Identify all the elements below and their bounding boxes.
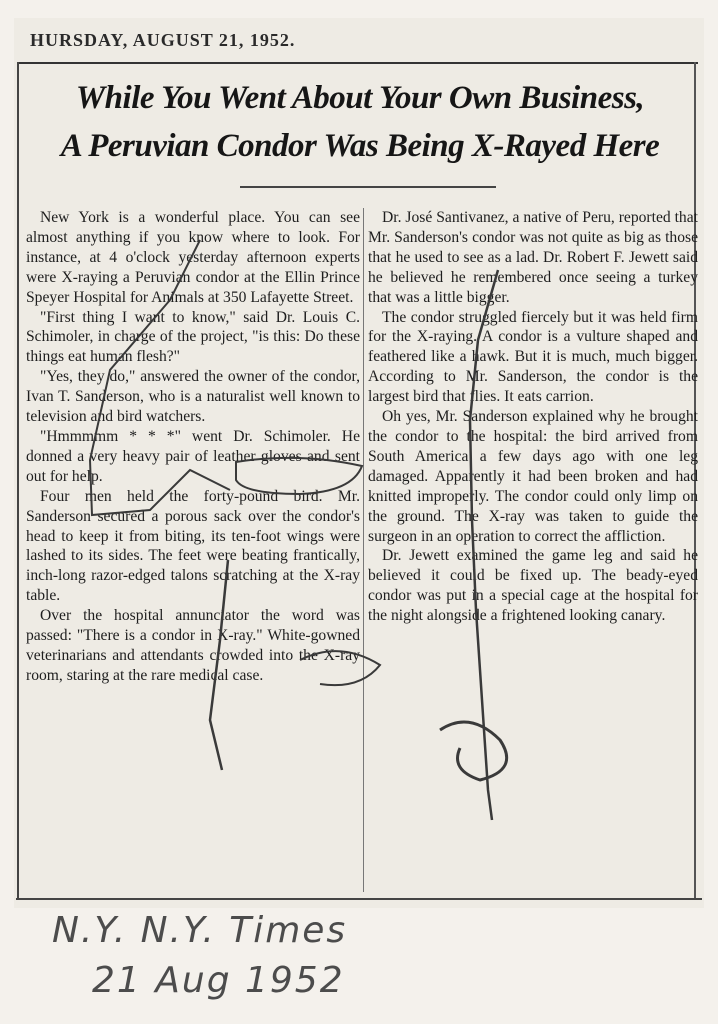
handwritten-date-note: 21 Aug 1952: [92, 960, 345, 1001]
paragraph: "First thing I want to know," said Dr. Louis C. Schimoler, in charge of the project, "is this: Do these things eat human flesh?": [26, 308, 360, 366]
paragraph: Dr. Jewett examined the game leg and said he believed it could be fixed up. The beady-eyed condor was put in a special cage at the hospital for the night alongside a frightened looking canary.: [368, 547, 698, 625]
article-column-1: [26, 208, 360, 686]
bottom-rule: [16, 898, 702, 900]
article-column-2: [368, 208, 698, 626]
paragraph: The condor struggled fiercely but it was held firm for the X-raying. A condor is a vulture shaped and feathered like a hawk. But it is much, much bigger. According to Mr. Sanderson, the condor is the largest bird that flies. It eats carrion.: [368, 308, 698, 406]
column-divider: [363, 208, 364, 892]
handwritten-source-note: N.Y. N.Y. Times: [52, 910, 348, 951]
headline-divider: [240, 186, 496, 188]
paragraph: "Hmmmmm * * *" went Dr. Schimoler. He donned a very heavy pair of leather gloves and sent out for help.: [26, 427, 360, 485]
paragraph: Dr. José Santivanez, a native of Peru, reported that Mr. Sanderson's condor was not quite as big as those that he used to see as a lad. Dr. Robert F. Jewett said he believed he remembered once seeing a turkey that was a little bigger.: [368, 209, 698, 306]
paragraph: Oh yes, Mr. Sanderson explained why he brought the condor to the hospital: the bird arrived from South America a few days ago with one leg damaged. Apparently it had been broken and had knitted improperly. The condor could only limp on the ground. The X-ray was taken to guide the surgeon in an operation to correct the affliction.: [368, 408, 698, 545]
top-rule: [18, 62, 698, 64]
left-rule: [17, 62, 19, 898]
paragraph: Four men held the forty-pound bird. Mr. Sanderson secured a porous sack over the condor's head to keep it from biting, its ten-foot wings were lashed to its sides. The feet were beating frantically, inch-long razor-edged talons scratching at the X-ray table.: [26, 487, 360, 605]
headline-line-1: While You Went About Your Own Business,: [75, 80, 645, 116]
paragraph: New York is a wonderful place. You can see almost anything if you know where to look. For instance, at 4 o'clock yesterday afternoon experts were X-raying a Peruvian condor at the Ellin Prince Speyer Hospital for Animals at 350 Lafayette Street.: [26, 209, 360, 306]
dateline: HURSDAY, AUGUST 21, 1952.: [30, 30, 296, 50]
paragraph: Over the hospital annunciator the word was passed: "There is a condor in X-ray." White-gowned veterinarians and attendants crowded into the X-ray room, staring at the rare medical case.: [26, 607, 360, 684]
paragraph: "Yes, they do," answered the owner of the condor, Ivan T. Sanderson, who is a naturalist well known to television and bird watchers.: [26, 368, 360, 426]
headline-line-2: A Peruvian Condor Was Being X-Rayed Here: [60, 128, 660, 164]
